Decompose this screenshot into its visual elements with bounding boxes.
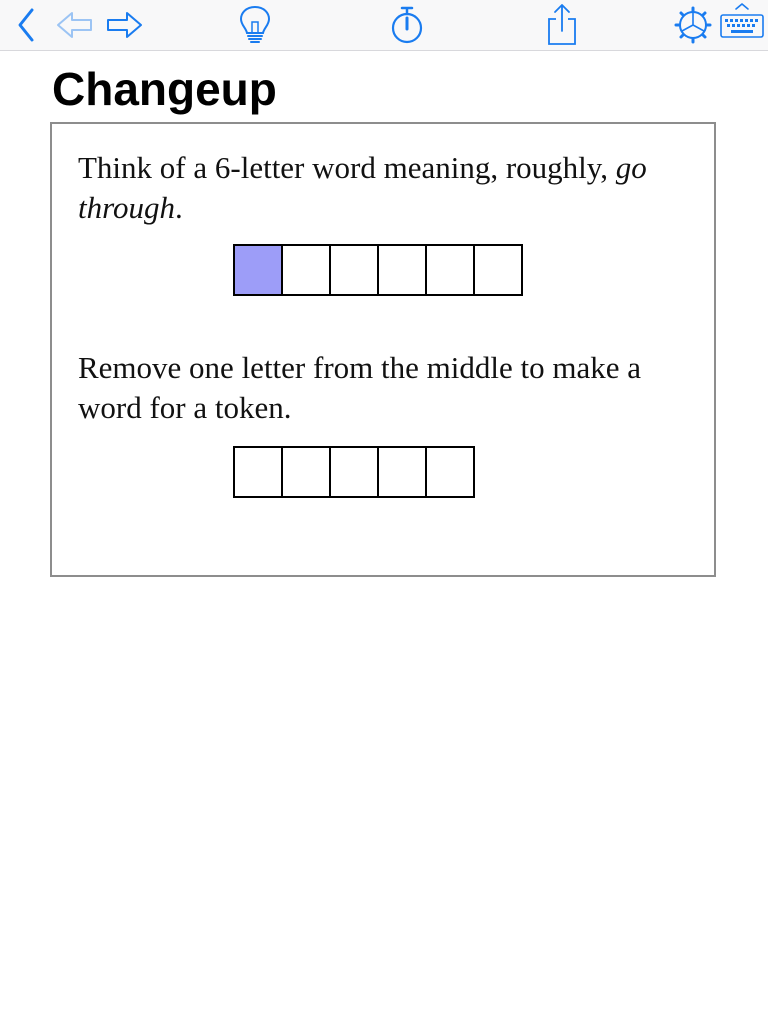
previous-arrow-icon bbox=[53, 2, 99, 48]
keyboard-icon bbox=[718, 2, 768, 48]
next-puzzle-button[interactable] bbox=[103, 2, 149, 48]
answer-1-cell[interactable] bbox=[377, 244, 427, 296]
clue-1-text: Think of a 6-letter word meaning, roughly, bbox=[78, 150, 616, 185]
toolbar bbox=[0, 0, 768, 51]
page-title: Changeup bbox=[52, 63, 277, 115]
clue-2: Remove one letter from the middle to make a word for a token. bbox=[78, 350, 641, 425]
keyboard-button[interactable] bbox=[718, 2, 768, 48]
clue-1-end: . bbox=[175, 190, 183, 225]
answer-1-cell[interactable] bbox=[329, 244, 379, 296]
answer-1-cell[interactable] bbox=[473, 244, 523, 296]
settings-gear-icon bbox=[670, 2, 716, 48]
timer-button[interactable] bbox=[385, 2, 431, 48]
previous-puzzle-button[interactable] bbox=[53, 2, 99, 48]
answer-2-cell[interactable] bbox=[425, 446, 475, 498]
answer-2-cell[interactable] bbox=[281, 446, 331, 498]
answer-grid-2 bbox=[233, 446, 475, 498]
share-icon bbox=[539, 2, 585, 48]
answer-2-cell[interactable] bbox=[377, 446, 427, 498]
hint-button[interactable] bbox=[232, 2, 278, 48]
answer-1-cell[interactable] bbox=[425, 244, 475, 296]
share-button[interactable] bbox=[539, 2, 585, 48]
lightbulb-hint-icon bbox=[232, 2, 278, 48]
answer-2-cell[interactable] bbox=[233, 446, 283, 498]
answer-1-cell[interactable] bbox=[281, 244, 331, 296]
next-arrow-icon bbox=[103, 2, 149, 48]
settings-button[interactable] bbox=[670, 2, 716, 48]
answer-2-cell[interactable] bbox=[329, 446, 379, 498]
clue-1-italic: go through bbox=[78, 150, 647, 225]
answer-grid-1 bbox=[233, 244, 523, 296]
puzzle-card bbox=[50, 122, 716, 577]
back-chevron-icon bbox=[2, 2, 48, 48]
back-button[interactable] bbox=[2, 2, 48, 48]
clue-1 bbox=[78, 148, 688, 228]
stopwatch-icon bbox=[385, 2, 431, 48]
answer-1-cell[interactable] bbox=[233, 244, 283, 296]
